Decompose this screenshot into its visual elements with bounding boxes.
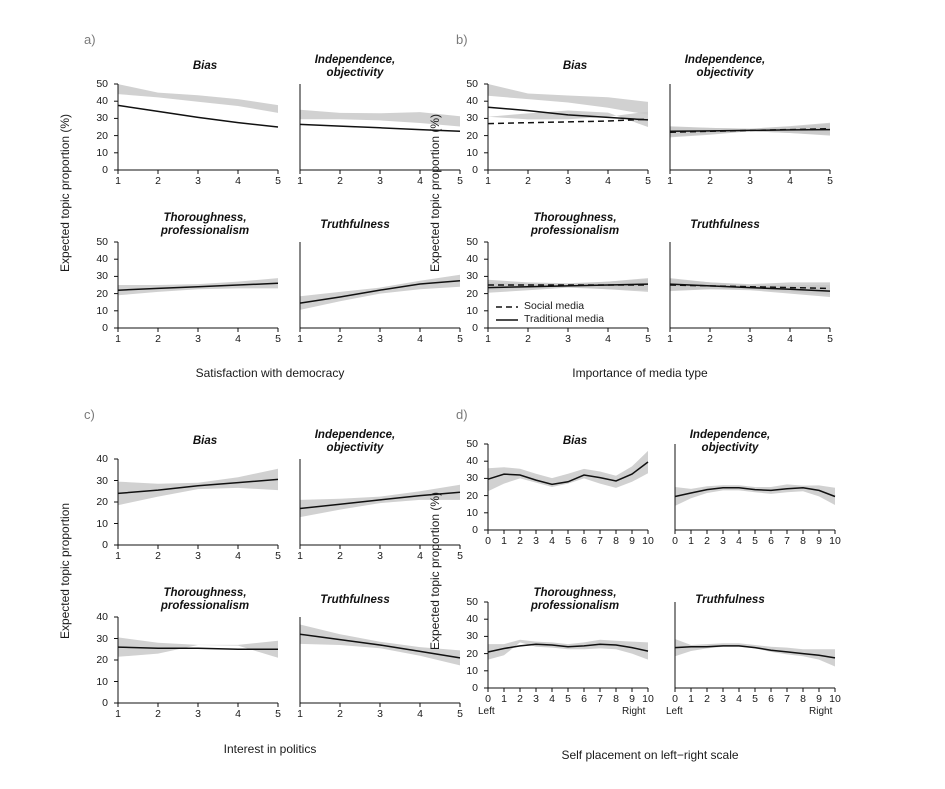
panel-c-facet-title-independence: Independence, objectivity — [314, 429, 396, 454]
facet-a-thoroughness — [114, 242, 278, 332]
panel-c-letter: c) — [84, 407, 95, 422]
panel-d-xtick2-10: 10 — [829, 535, 841, 547]
panel-d-xtick4-5: 5 — [752, 693, 758, 705]
panel-c-xtick-3: 3 — [195, 550, 201, 562]
panel-b-ytick2-50: 50 — [466, 236, 478, 248]
panel-a-ytick2-10: 10 — [96, 305, 108, 317]
panel-a-xtick4-1: 1 — [297, 333, 303, 345]
panel-c-ytick2-10: 10 — [96, 676, 108, 688]
panel-c — [0, 394, 470, 789]
panel-b-ytick2-40: 40 — [466, 253, 478, 265]
panel-d-xtick3-3: 3 — [533, 693, 539, 705]
panel-d-facet-title-independence: Independence, objectivity — [689, 429, 771, 454]
panel-c-ytick2-30: 30 — [96, 633, 108, 645]
panel-b-ytick-20: 20 — [466, 130, 478, 142]
panel-d-xtick3-10: 10 — [642, 693, 654, 705]
panel-a-xtick-1: 1 — [115, 175, 121, 187]
panel-b-ytick2-30: 30 — [466, 270, 478, 282]
panel-c-ytick-0: 0 — [102, 539, 108, 551]
panel-d-xtick4-1: 1 — [688, 693, 694, 705]
panel-a-facet-title-truthfulness: Truthfulness — [320, 219, 390, 231]
panel-d-xend-left-1: Left — [478, 706, 495, 717]
panel-b-xtick-2: 2 — [525, 175, 531, 187]
panel-d-xtick2-2: 2 — [704, 535, 710, 547]
panel-d-facet-title-truthfulness: Truthfulness — [695, 594, 765, 606]
panel-c-ytick2-20: 20 — [96, 654, 108, 666]
panel-c-xtick3-2: 2 — [155, 708, 161, 720]
panel-a-ytick-30: 30 — [96, 112, 108, 124]
panel-d-xtick-2: 2 — [517, 535, 523, 547]
panel-a-xtick2-4: 4 — [417, 175, 423, 187]
panel-c-xtick3-3: 3 — [195, 708, 201, 720]
panel-b-xtick2-3: 3 — [747, 175, 753, 187]
panel-d-xtick-1: 1 — [501, 535, 507, 547]
panel-a-xtick4-5: 5 — [457, 333, 463, 345]
panel-b-ytick-0: 0 — [472, 164, 478, 176]
panel-a-ytick2-20: 20 — [96, 288, 108, 300]
panel-d-xtick3-9: 9 — [629, 693, 635, 705]
panel-a-xtick2-1: 1 — [297, 175, 303, 187]
panel-d-xtick-4: 4 — [549, 535, 555, 547]
panel-c-facet-title-truthfulness: Truthfulness — [320, 594, 390, 606]
facet-b-bias — [484, 84, 648, 174]
panel-a-xtick2-5: 5 — [457, 175, 463, 187]
panel-d-xtick4-10: 10 — [829, 693, 841, 705]
panel-d-x-axis-title: Self placement on left−right scale — [561, 748, 739, 762]
panel-b-ytick2-0: 0 — [472, 322, 478, 334]
facet-d-thoroughness — [484, 602, 648, 692]
panel-a-xtick4-3: 3 — [377, 333, 383, 345]
panel-d-xtick2-5: 5 — [752, 535, 758, 547]
facet-c-thoroughness — [114, 617, 278, 707]
panel-c-xtick2-5: 5 — [457, 550, 463, 562]
panel-d-xtick4-6: 6 — [768, 693, 774, 705]
panel-a-facet-title-thoroughness: Thoroughness, professionalism — [160, 212, 250, 237]
panel-a-ytick-20: 20 — [96, 130, 108, 142]
facet-b-truthfulness — [670, 242, 830, 332]
panel-a-ytick-0: 0 — [102, 164, 108, 176]
panel-c-xtick4-1: 1 — [297, 708, 303, 720]
panel-d-ytick2-40: 40 — [466, 613, 478, 625]
panel-d-xtick3-5: 5 — [565, 693, 571, 705]
panel-a-xtick2-2: 2 — [337, 175, 343, 187]
legend-label-traditional-media: Traditional media — [524, 313, 605, 325]
panel-b-xtick4-5: 5 — [827, 333, 833, 345]
panel-a-xtick4-4: 4 — [417, 333, 423, 345]
panel-a-ytick-50: 50 — [96, 78, 108, 90]
panel-c-plot — [0, 394, 470, 789]
panel-d-xtick-10: 10 — [642, 535, 654, 547]
panel-c-xtick-4: 4 — [235, 550, 241, 562]
panel-b-facet-title-bias: Bias — [562, 60, 588, 72]
panel-c-xtick4-4: 4 — [417, 708, 423, 720]
panel-a — [0, 0, 470, 394]
panel-c-xtick2-1: 1 — [297, 550, 303, 562]
panel-c-ytick2-0: 0 — [102, 697, 108, 709]
panel-a-xtick-5: 5 — [275, 175, 281, 187]
panel-c-ytick-30: 30 — [96, 475, 108, 487]
panel-b-xtick3-4: 4 — [605, 333, 611, 345]
panel-d-xtick2-3: 3 — [720, 535, 726, 547]
panel-d-xtick3-2: 2 — [517, 693, 523, 705]
panel-b-ytick-10: 10 — [466, 147, 478, 159]
panel-b-xtick2-2: 2 — [707, 175, 713, 187]
panel-b-xtick4-4: 4 — [787, 333, 793, 345]
panel-b-xtick4-1: 1 — [667, 333, 673, 345]
panel-d-ytick-50: 50 — [466, 438, 478, 450]
panel-a-ytick2-40: 40 — [96, 253, 108, 265]
panel-b-xtick3-3: 3 — [565, 333, 571, 345]
panel-a-ytick-10: 10 — [96, 147, 108, 159]
panel-b-xtick2-4: 4 — [787, 175, 793, 187]
panel-c-xtick4-2: 2 — [337, 708, 343, 720]
panel-d-xtick4-8: 8 — [800, 693, 806, 705]
panel-c-y-axis-title: Expected topic proportion — [58, 502, 72, 640]
panel-b-ytick2-20: 20 — [466, 288, 478, 300]
panel-b — [428, 0, 945, 394]
panel-b-xtick-4: 4 — [605, 175, 611, 187]
panel-c-xtick-5: 5 — [275, 550, 281, 562]
panel-c-xtick3-1: 1 — [115, 708, 121, 720]
panel-d-facet-title-thoroughness: Thoroughness, professionalism — [530, 587, 620, 612]
panel-a-facet-title-bias: Bias — [192, 60, 218, 72]
panel-d-ytick2-30: 30 — [466, 630, 478, 642]
panel-b-facet-title-truthfulness: Truthfulness — [690, 219, 760, 231]
panel-d-ytick2-0: 0 — [472, 682, 478, 694]
panel-b-y-axis-title: Expected topic proportion (%) — [428, 113, 442, 273]
panel-d-xtick2-7: 7 — [784, 535, 790, 547]
panel-a-xtick4-2: 2 — [337, 333, 343, 345]
panel-d-xtick3-8: 8 — [613, 693, 619, 705]
panel-d-ytick2-20: 20 — [466, 648, 478, 660]
panel-c-xtick2-2: 2 — [337, 550, 343, 562]
panel-c-x-axis-title: Interest in politics — [223, 742, 317, 756]
panel-a-letter: a) — [84, 32, 96, 47]
panel-d-xtick4-9: 9 — [816, 693, 822, 705]
legend-label-social-media: Social media — [524, 300, 585, 312]
panel-d-ytick2-10: 10 — [466, 665, 478, 677]
panel-c-ytick-40: 40 — [96, 453, 108, 465]
panel-d-xtick-5: 5 — [565, 535, 571, 547]
panel-d-xtick3-4: 4 — [549, 693, 555, 705]
panel-d-ytick-30: 30 — [466, 472, 478, 484]
facet-d-truthfulness — [675, 602, 835, 692]
panel-a-xtick3-2: 2 — [155, 333, 161, 345]
panel-b-ytick-50: 50 — [466, 78, 478, 90]
panel-c-xtick2-4: 4 — [417, 550, 423, 562]
panel-d-xtick3-6: 6 — [581, 693, 587, 705]
panel-b-xtick-1: 1 — [485, 175, 491, 187]
panel-a-xtick3-4: 4 — [235, 333, 241, 345]
panel-c-ytick2-40: 40 — [96, 611, 108, 623]
panel-d-xend-right-1: Right — [622, 706, 646, 717]
panel-c-xtick4-5: 5 — [457, 708, 463, 720]
panel-d-xtick4-3: 3 — [720, 693, 726, 705]
panel-d — [428, 394, 945, 789]
panel-d-xtick3-0: 0 — [485, 693, 491, 705]
panel-d-xtick2-6: 6 — [768, 535, 774, 547]
panel-d-xend-left-2: Left — [666, 706, 683, 717]
panel-b-xtick-3: 3 — [565, 175, 571, 187]
panel-d-ytick2-50: 50 — [466, 596, 478, 608]
panel-d-xtick2-8: 8 — [800, 535, 806, 547]
panel-d-xtick2-0: 0 — [672, 535, 678, 547]
panel-c-xtick3-4: 4 — [235, 708, 241, 720]
panel-b-xtick4-3: 3 — [747, 333, 753, 345]
panel-b-facet-title-thoroughness: Thoroughness, professionalism — [530, 212, 620, 237]
panel-d-xtick-0: 0 — [485, 535, 491, 547]
panel-b-xtick3-5: 5 — [645, 333, 651, 345]
panel-d-xtick3-7: 7 — [597, 693, 603, 705]
panel-b-xtick2-5: 5 — [827, 175, 833, 187]
panel-d-xtick-9: 9 — [629, 535, 635, 547]
facet-a-bias — [114, 84, 278, 174]
panel-a-xtick3-1: 1 — [115, 333, 121, 345]
facet-d-independence — [675, 444, 835, 534]
panel-a-xtick3-3: 3 — [195, 333, 201, 345]
panel-c-xtick3-5: 5 — [275, 708, 281, 720]
panel-d-facet-title-bias: Bias — [562, 435, 588, 447]
panel-d-xtick-6: 6 — [581, 535, 587, 547]
panel-b-ytick2-10: 10 — [466, 305, 478, 317]
panel-b-xtick4-2: 2 — [707, 333, 713, 345]
panel-b-facet-title-independence: Independence, objectivity — [684, 54, 766, 79]
panel-d-ytick-0: 0 — [472, 524, 478, 536]
panel-c-ytick-20: 20 — [96, 496, 108, 508]
panel-d-xtick4-0: 0 — [672, 693, 678, 705]
panel-c-ytick-10: 10 — [96, 518, 108, 530]
panel-a-xtick3-5: 5 — [275, 333, 281, 345]
panel-a-ytick2-50: 50 — [96, 236, 108, 248]
panel-d-xtick4-7: 7 — [784, 693, 790, 705]
panel-a-ytick2-0: 0 — [102, 322, 108, 334]
panel-d-xtick-3: 3 — [533, 535, 539, 547]
panel-d-xtick3-1: 1 — [501, 693, 507, 705]
panel-a-xtick-2: 2 — [155, 175, 161, 187]
panel-c-xtick4-3: 3 — [377, 708, 383, 720]
facet-d-bias — [484, 444, 648, 534]
panel-b-xtick3-2: 2 — [525, 333, 531, 345]
panel-d-xtick2-1: 1 — [688, 535, 694, 547]
panel-b-xtick2-1: 1 — [667, 175, 673, 187]
panel-b-x-axis-title: Importance of media type — [572, 366, 708, 380]
panel-b-xtick3-1: 1 — [485, 333, 491, 345]
panel-d-xtick-8: 8 — [613, 535, 619, 547]
panel-a-xtick-3: 3 — [195, 175, 201, 187]
facet-b-independence — [670, 84, 830, 174]
panel-c-xtick-1: 1 — [115, 550, 121, 562]
panel-a-xtick-4: 4 — [235, 175, 241, 187]
panel-d-letter: d) — [456, 407, 468, 422]
panel-d-y-axis-title: Expected topic proportion (%) — [428, 491, 442, 651]
facet-c-bias — [114, 459, 278, 549]
panel-d-xtick2-4: 4 — [736, 535, 742, 547]
panel-b-ytick-40: 40 — [466, 95, 478, 107]
panel-c-facet-title-bias: Bias — [192, 435, 218, 447]
panel-a-ytick-40: 40 — [96, 95, 108, 107]
panel-d-plot — [470, 394, 945, 789]
panel-d-ytick-40: 40 — [466, 455, 478, 467]
panel-d-xtick2-9: 9 — [816, 535, 822, 547]
panel-a-y-axis-title: Expected topic proportion (%) — [58, 113, 72, 273]
panel-b-xtick-5: 5 — [645, 175, 651, 187]
panel-b-ytick-30: 30 — [466, 112, 478, 124]
panel-a-xtick2-3: 3 — [377, 175, 383, 187]
panel-d-xtick-7: 7 — [597, 535, 603, 547]
panel-a-ytick2-30: 30 — [96, 270, 108, 282]
panel-b-letter: b) — [456, 32, 468, 47]
panel-b-legend — [496, 307, 518, 320]
panel-c-xtick-2: 2 — [155, 550, 161, 562]
panel-d-xtick4-2: 2 — [704, 693, 710, 705]
panel-d-ytick-10: 10 — [466, 507, 478, 519]
panel-d-xend-right-2: Right — [809, 706, 833, 717]
panel-c-xtick2-3: 3 — [377, 550, 383, 562]
panel-a-facet-title-independence: Independence, objectivity — [314, 54, 396, 79]
panel-d-ytick-20: 20 — [466, 490, 478, 502]
panel-c-facet-title-thoroughness: Thoroughness, professionalism — [160, 587, 250, 612]
panel-d-xtick4-4: 4 — [736, 693, 742, 705]
panel-a-x-axis-title: Satisfaction with democracy — [195, 366, 345, 380]
